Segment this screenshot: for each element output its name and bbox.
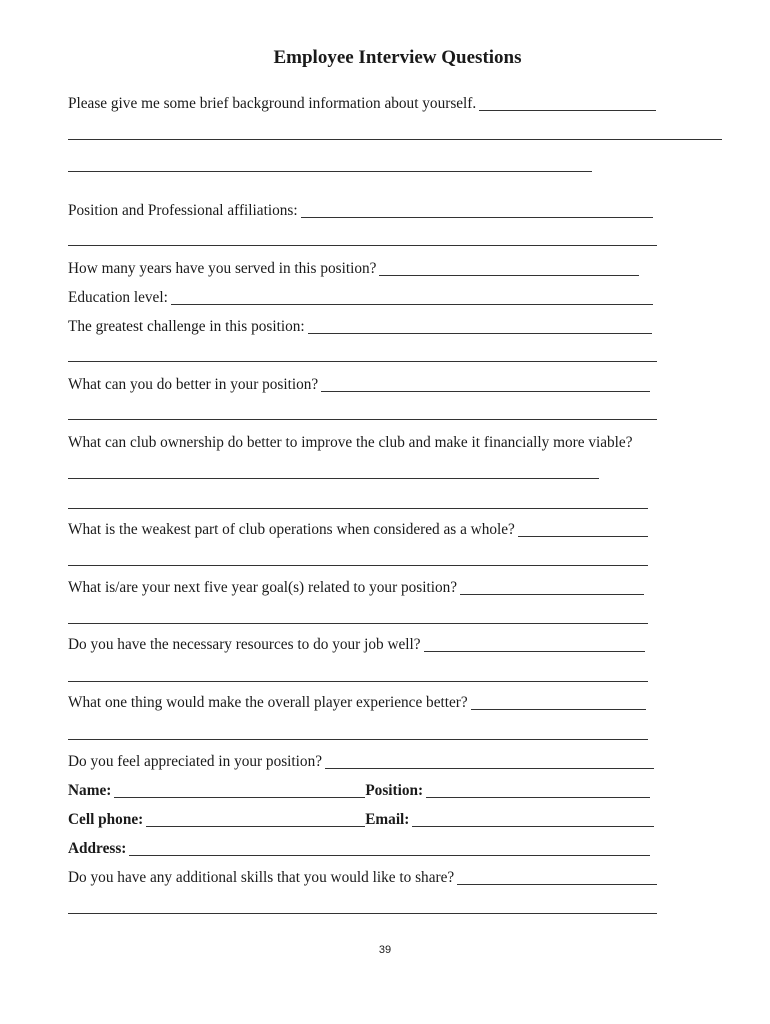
- answer-line[interactable]: [68, 361, 657, 362]
- name-label: Name:: [68, 782, 112, 799]
- question-label: What is/are your next five year goal(s) related to your position?: [68, 579, 458, 596]
- answer-blank[interactable]: [325, 768, 654, 769]
- question-label: Position and Professional affiliations:: [68, 202, 298, 219]
- question-weakest: [68, 519, 648, 541]
- position-label: Position:: [365, 782, 424, 799]
- answer-blank[interactable]: [301, 217, 653, 218]
- address-label: Address:: [68, 840, 127, 857]
- question-affiliations: [68, 200, 653, 222]
- question-better: [68, 374, 650, 396]
- question-background: [68, 93, 656, 115]
- email-field[interactable]: [412, 826, 654, 827]
- question-resources: [68, 634, 645, 656]
- answer-blank[interactable]: [518, 536, 648, 537]
- question-appreciated: [68, 751, 654, 773]
- address-row: [68, 838, 650, 860]
- answer-line[interactable]: [68, 565, 648, 566]
- question-label: What is the weakest part of club operations when considered as a whole?: [68, 521, 515, 538]
- answer-line[interactable]: [68, 681, 648, 682]
- question-challenge: [68, 316, 652, 338]
- question-label: Do you have any additional skills that you would like to share?: [68, 869, 455, 886]
- answer-line[interactable]: [68, 508, 648, 509]
- answer-line[interactable]: [68, 245, 657, 246]
- answer-line[interactable]: [68, 419, 657, 420]
- question-label: What can club ownership do better to improve the club and make it financially more viable?: [68, 434, 633, 451]
- question-label: Do you feel appreciated in your position?: [68, 753, 323, 770]
- answer-blank[interactable]: [460, 594, 644, 595]
- answer-blank[interactable]: [321, 391, 650, 392]
- question-label: Education level:: [68, 289, 168, 306]
- address-field[interactable]: [129, 855, 650, 856]
- question-label: The greatest challenge in this position:: [68, 318, 305, 335]
- question-years: [68, 258, 639, 280]
- question-label: What can you do better in your position?: [68, 376, 319, 393]
- page-title: Employee Interview Questions: [273, 47, 522, 68]
- question-label: Please give me some brief background information about yourself.: [68, 95, 477, 112]
- answer-blank[interactable]: [479, 110, 656, 111]
- cell-phone-label: Cell phone:: [68, 811, 144, 828]
- answer-blank[interactable]: [424, 651, 645, 652]
- question-label: How many years have you served in this position?: [68, 260, 377, 277]
- answer-line[interactable]: [68, 623, 648, 624]
- question-label: What one thing would make the overall player experience better?: [68, 694, 468, 711]
- question-skills: [68, 867, 657, 889]
- answer-blank[interactable]: [308, 333, 652, 334]
- name-position-row: [68, 780, 650, 802]
- name-field[interactable]: [114, 797, 365, 798]
- answer-blank[interactable]: [171, 304, 653, 305]
- question-label: Do you have the necessary resources to do your job well?: [68, 636, 421, 653]
- question-ownership: [68, 432, 708, 454]
- answer-blank[interactable]: [457, 884, 657, 885]
- page-number: 39: [378, 944, 392, 956]
- answer-line[interactable]: [68, 139, 722, 140]
- email-label: Email:: [365, 811, 410, 828]
- cell-phone-field[interactable]: [146, 826, 365, 827]
- question-education: [68, 287, 653, 309]
- answer-blank[interactable]: [379, 275, 639, 276]
- question-goals: [68, 577, 644, 599]
- answer-line[interactable]: [68, 171, 592, 172]
- cell-email-row: [68, 809, 654, 831]
- answer-line[interactable]: [68, 739, 648, 740]
- answer-blank[interactable]: [471, 709, 646, 710]
- answer-line[interactable]: [68, 478, 599, 479]
- position-field[interactable]: [426, 797, 650, 798]
- answer-line[interactable]: [68, 913, 657, 914]
- question-experience: [68, 692, 646, 714]
